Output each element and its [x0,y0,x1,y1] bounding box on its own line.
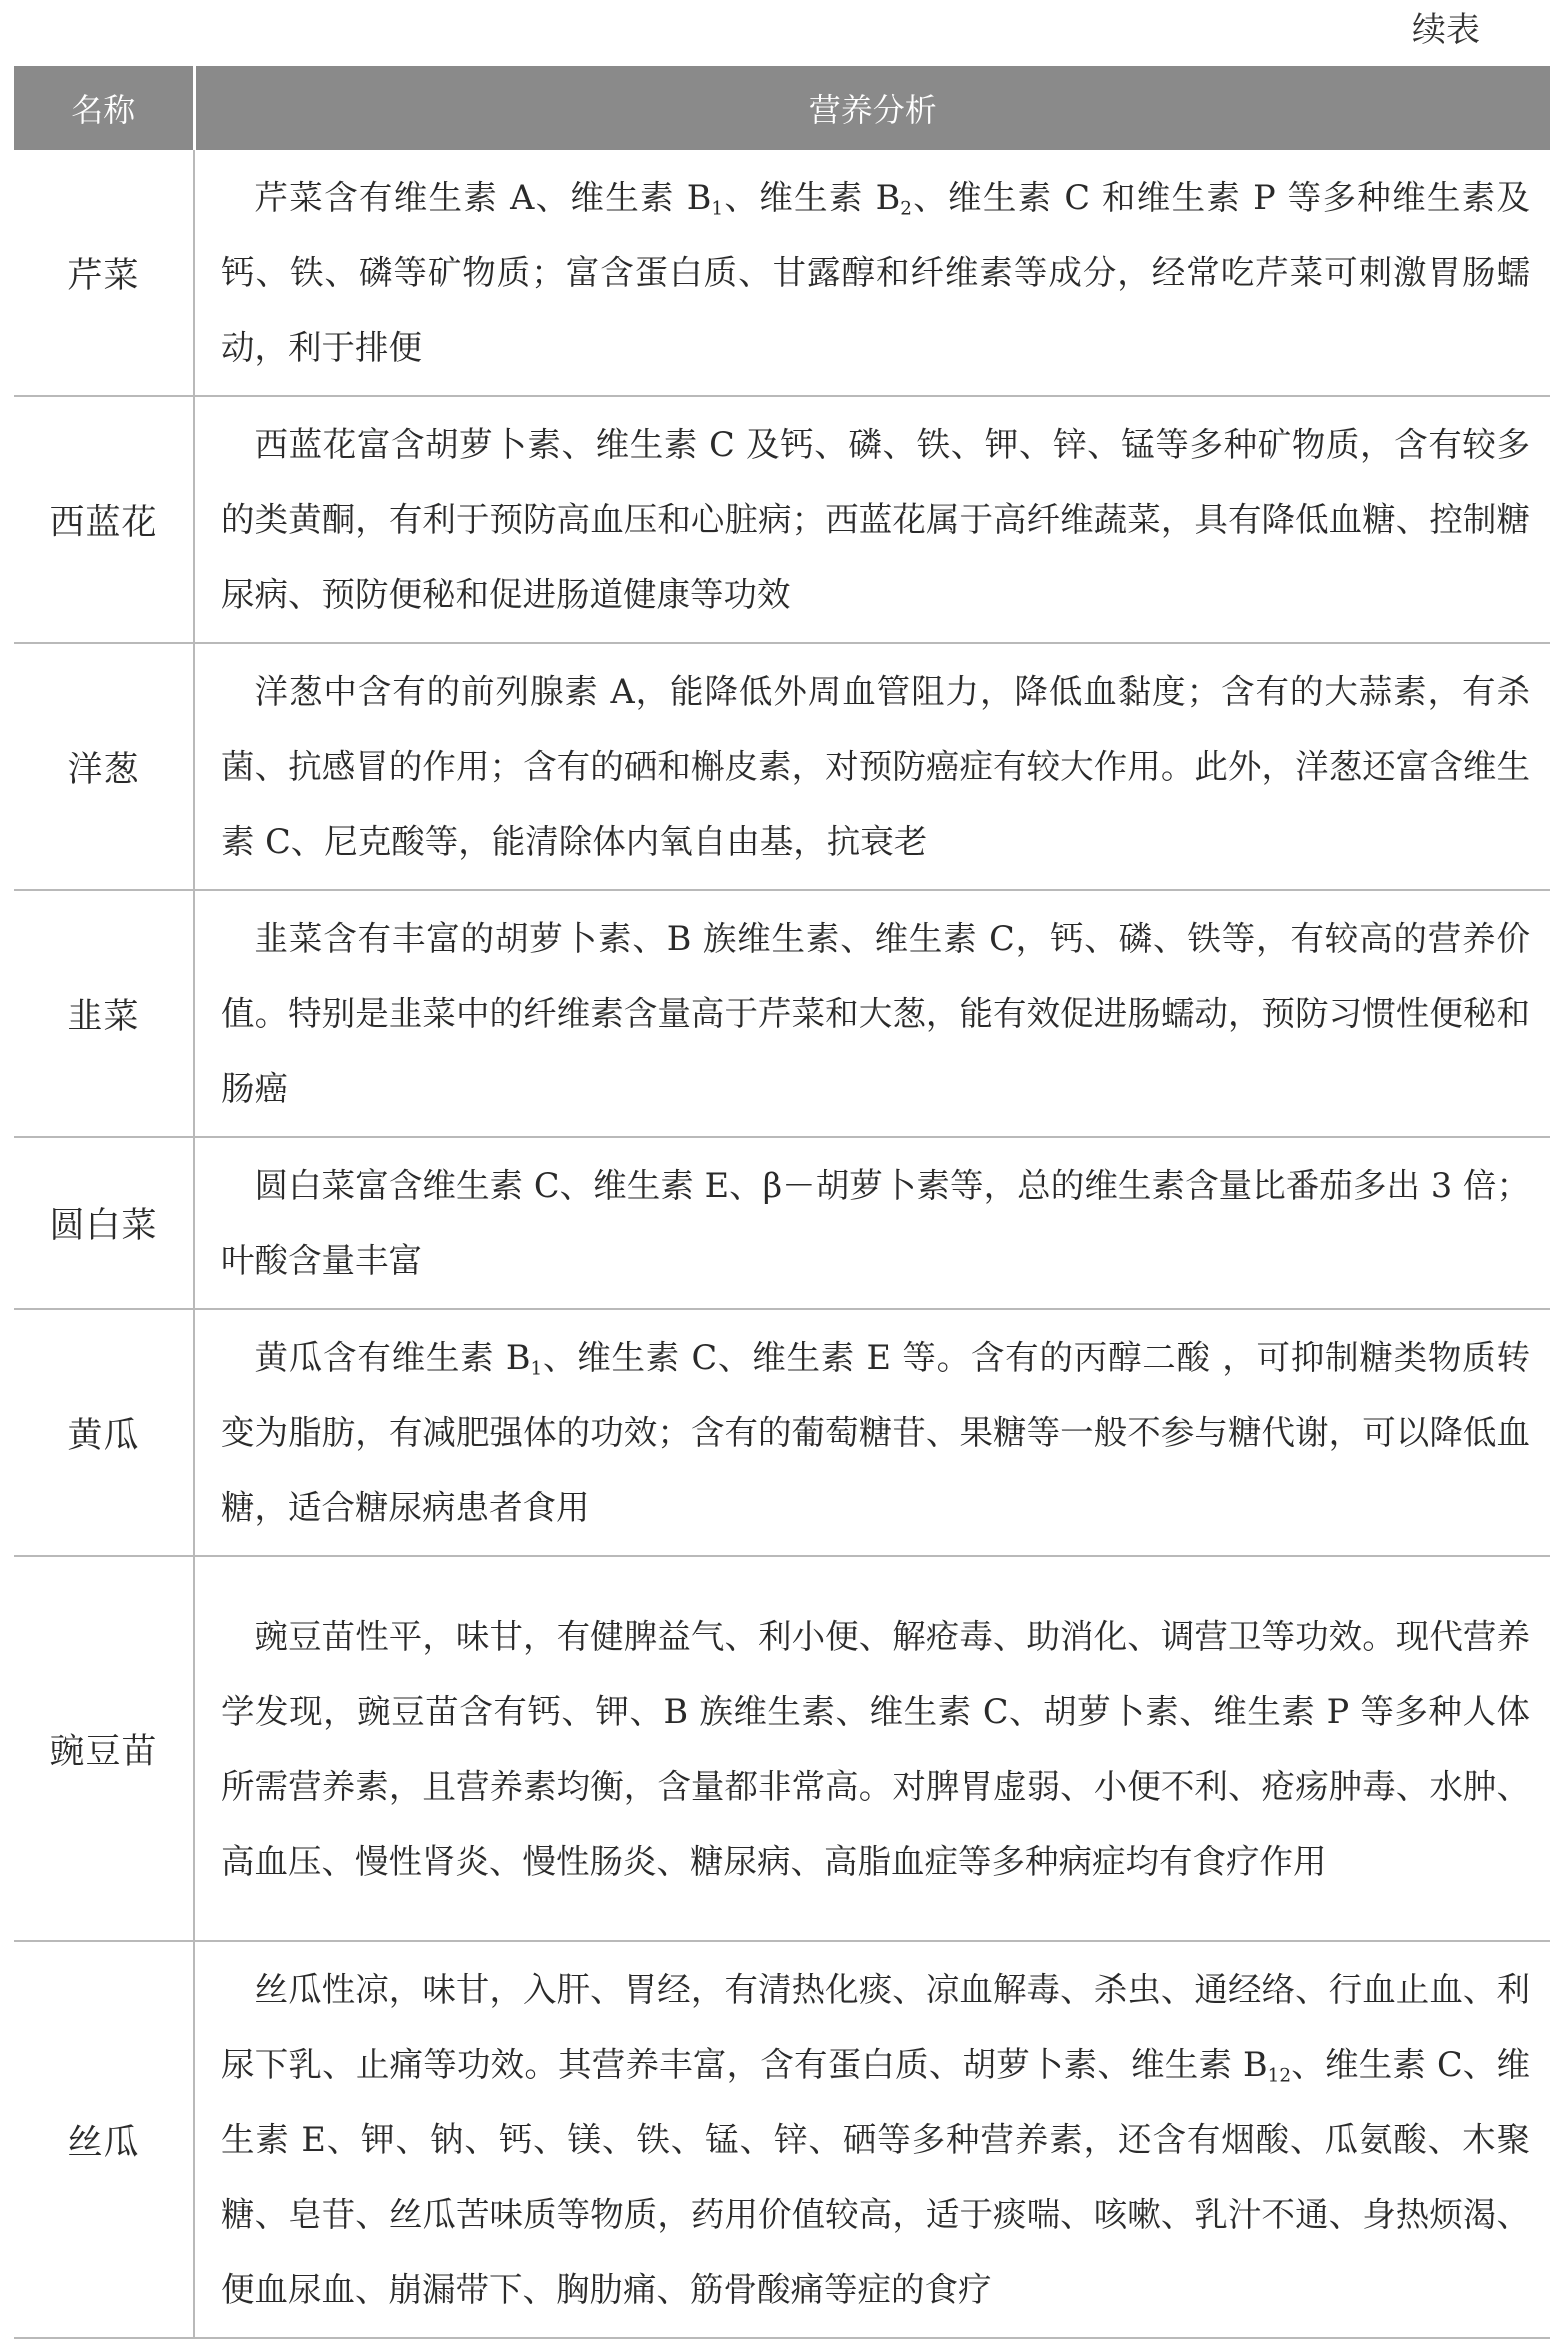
nutrition-analysis: 豌豆苗性平，味甘，有健脾益气、利小便、解疮毒、助消化、调营卫等功效。现代营养学发现，豌豆苗含有钙、钾、B 族维生素、维生素 C、胡萝卜素、维生素 P 等多种人体所需营养素，且营养素均衡，含量都非常高。对脾胃虚弱、小便不利、疮疡肿毒、水肿、高血压、慢性肾炎、慢性肠炎、糖尿病、高脂血症等多种病症均有食疗作用 [194,1556,1550,1941]
nutrition-analysis: 洋葱中含有的前列腺素 A，能降低外周血管阻力，降低血黏度；含有的大蒜素，有杀菌、抗感冒的作用；含有的硒和槲皮素，对预防癌症有较大作用。此外，洋葱还富含维生素 C、尼克酸等，能清除体内氧自由基，抗衰老 [194,643,1550,890]
vegetable-name: 丝瓜 [14,1941,194,2338]
vegetable-name: 西蓝花 [14,396,194,643]
nutrition-analysis: 芹菜含有维生素 A、维生素 $B_1$、维生素 $B_2$、维生素 C 和维生素 P 等多种维生素及钙、铁、磷等矿物质；富含蛋白质、甘露醇和纤维素等成分，经常吃芹菜可刺激胃肠蠕动，利于排便 [194,150,1550,396]
vegetable-name: 洋葱 [14,643,194,890]
nutrition-table [14,66,1550,2339]
table-row [14,1137,1550,1309]
nutrition-analysis: 西蓝花富含胡萝卜素、维生素 C 及钙、磷、铁、钾、锌、锰等多种矿物质，含有较多的类黄酮，有利于预防高血压和心脏病；西蓝花属于高纤维蔬菜，具有降低血糖、控制糖尿病、预防便秘和促进肠道健康等功效 [194,396,1550,643]
vegetable-name: 圆白菜 [14,1137,194,1309]
table-row [14,643,1550,890]
table-row [14,890,1550,1137]
nutrition-analysis: 丝瓜性凉，味甘，入肝、胃经，有清热化痰、凉血解毒、杀虫、通经络、行血止血、利尿下乳、止痛等功效。其营养丰富，含有蛋白质、胡萝卜素、维生素 $B_{12}$、维生素 C、维生素 E、钾、钠、钙、镁、铁、锰、锌、硒等多种营养素，还含有烟酸、瓜氨酸、木聚糖、皂苷、丝瓜苦味质等物质，药用价值较高，适于痰喘、咳嗽、乳汁不通、身热烦渴、便血尿血、崩漏带下、胸肋痛、筋骨酸痛等症的食疗 [194,1941,1550,2338]
table-row [14,1556,1550,1941]
table-row [14,1309,1550,1556]
vegetable-name: 芹菜 [14,150,194,396]
table-row [14,1941,1550,2338]
header-name: 名称 [14,66,194,150]
continued-label: 续表 [1412,10,1480,50]
nutrition-analysis: 圆白菜富含维生素 C、维生素 E、β－胡萝卜素等，总的维生素含量比番茄多出 3 倍；叶酸含量丰富 [194,1137,1550,1309]
vegetable-name: 韭菜 [14,890,194,1137]
nutrition-analysis: 韭菜含有丰富的胡萝卜素、B 族维生素、维生素 C，钙、磷、铁等，有较高的营养价值。特别是韭菜中的纤维素含量高于芹菜和大葱，能有效促进肠蠕动，预防习惯性便秘和肠癌 [194,890,1550,1137]
table-header [14,66,1550,150]
table-row [14,396,1550,643]
table-row [14,150,1550,396]
header-analysis: 营养分析 [194,66,1550,150]
nutrition-analysis: 黄瓜含有维生素 $B_1$、维生素 C、维生素 E 等。含有的丙醇二酸 ，可抑制糖类物质转变为脂肪，有减肥强体的功效；含有的葡萄糖苷、果糖等一般不参与糖代谢，可以降低血糖，适合糖尿病患者食用 [194,1309,1550,1556]
table-body [14,150,1550,2338]
vegetable-name: 豌豆苗 [14,1556,194,1941]
vegetable-name: 黄瓜 [14,1309,194,1556]
